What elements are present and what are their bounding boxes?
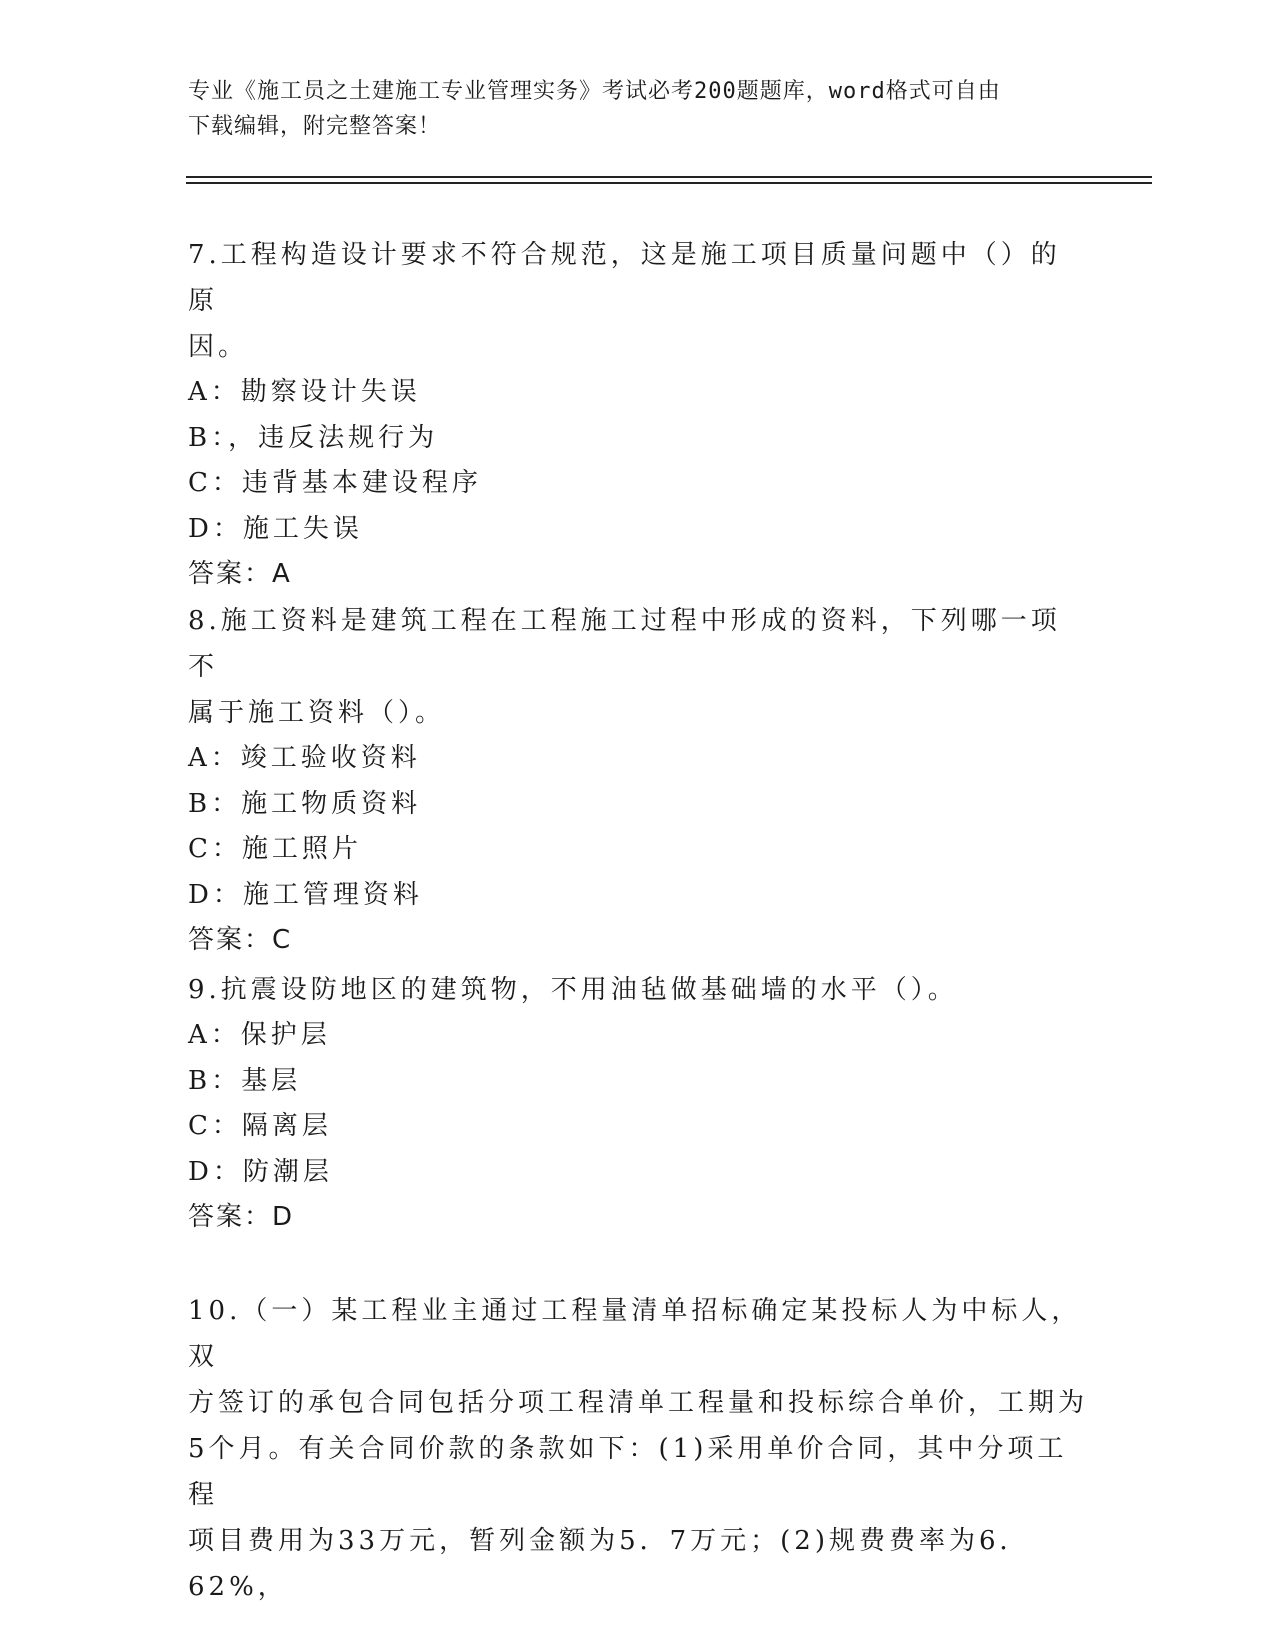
- option-a: A：勘察设计失误: [188, 377, 421, 407]
- question-stem-line: 属于施工资料（）。: [188, 698, 446, 728]
- option-b: B：基层: [188, 1065, 302, 1096]
- option-d: D：施工失误: [188, 513, 363, 544]
- question-stem-line: 10.（一）某工程业主通过工程量清单招标确定某投标人为中标人，双: [188, 1296, 1082, 1372]
- option-c: C：施工照片: [188, 834, 362, 864]
- option-a: A：竣工验收资料: [188, 743, 421, 773]
- header-divider-bottom: [186, 182, 1152, 184]
- question-stem-line: 因。: [188, 332, 249, 362]
- question-stem-line: 7.工程构造设计要求不符合规范，这是施工项目质量问题中（）的原: [188, 240, 1061, 316]
- question-9: [188, 967, 1078, 1241]
- header-line-2: 下载编辑，附完整答案！: [188, 114, 442, 139]
- option-d: D：防潮层: [188, 1156, 333, 1187]
- option-c: C：隔离层: [188, 1111, 332, 1141]
- answer: 答案：A: [188, 559, 292, 589]
- answer: 答案：C: [188, 925, 293, 955]
- option-a: A：保护层: [188, 1020, 331, 1050]
- header-line-1: 专业《施工员之土建施工专业管理实务》考试必考200题题库，word格式可自由: [188, 79, 1001, 104]
- option-d: D：施工管理资料: [188, 879, 423, 910]
- question-stem-line: 9.抗震设防地区的建筑物，不用油毡做基础墙的水平（）。: [188, 975, 958, 1005]
- question-8: [188, 598, 1078, 964]
- question-stem-line: 5个月。有关合同价款的条款如下：(1)采用单价合同，其中分项工程: [188, 1434, 1068, 1510]
- question-stem-line: 方签订的承包合同包括分项工程清单工程量和投标综合单价，工期为: [188, 1388, 1089, 1418]
- header-divider-top: [186, 176, 1152, 178]
- option-c: C：违背基本建设程序: [188, 468, 482, 498]
- answer: 答案：D: [188, 1202, 295, 1232]
- option-b: B：，违反法规行为: [188, 422, 439, 453]
- option-b: B：施工物质资料: [188, 788, 422, 819]
- document-header: [188, 74, 1068, 144]
- question-10: [188, 1288, 1088, 1610]
- question-7: [188, 232, 1078, 598]
- question-stem-line: 项目费用为33万元，暂列金额为5．7万元；(2)规费费率为6．62%，: [188, 1526, 1030, 1602]
- question-stem-line: 8.施工资料是建筑工程在工程施工过程中形成的资料，下列哪一项不: [188, 606, 1061, 682]
